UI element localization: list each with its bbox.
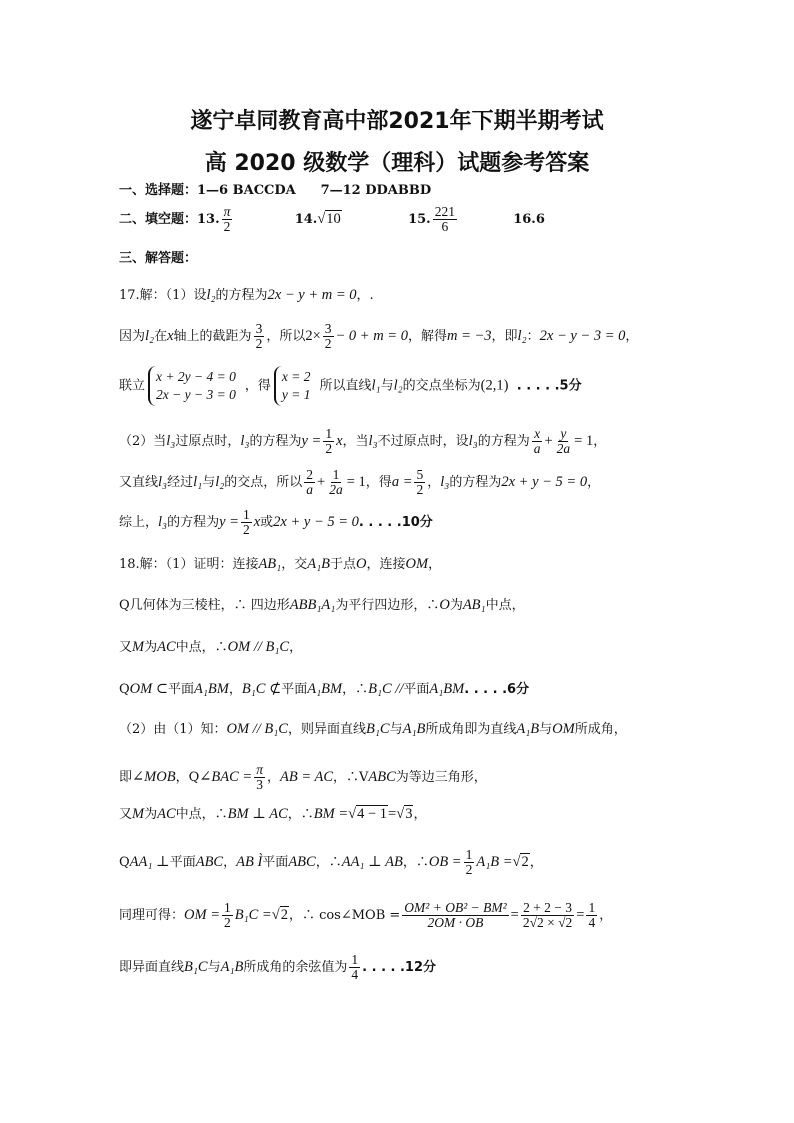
p17-line-1: 17.解：（1）设l₂的方程为2x − y + m = 0，. (119, 287, 374, 303)
p17-line-6: 综上，l₃的方程为y = $\frac{1}{2}$ x或2x + y − 5 = 0. . . . .10分 (119, 507, 433, 538)
section-solve (119, 252, 197, 265)
score-mark: . . . . .12分 (362, 960, 437, 976)
fraction: $\frac{2 + 2 - 3}{2√2 \times √2}$ (522, 900, 573, 931)
fraction: $\frac{1}{2}$ (223, 900, 231, 931)
fraction: $\frac{1}{2a}$ (329, 467, 343, 498)
p18-line-3: 又M为AC中点，∴OM // B₁C， (119, 639, 303, 655)
document-subtitle: 高 2020 级数学（理科）试题参考答案 (204, 151, 590, 176)
fraction: $\frac{1}{4}$ (351, 952, 359, 983)
p17-line-2: 因为l₂在x轴上的截距为 $\frac{3}{2}$ ，所以2× $\frac{3}{2}$ − 0 + m = 0，解得m = −3，即l₂：2x − y − 3 = 0， (119, 321, 639, 352)
sqrt-expr: √10 (317, 211, 341, 228)
fraction: $\frac{\pi}{3}$ (256, 762, 263, 793)
fraction: $\frac{221}{6}$ (434, 204, 455, 235)
p17-line-3: 联立 x + 2y − 4 = 0 2x − y − 3 = 0 ，得 x = 2 y = 1 所以直线l₁与l₂的交点坐标为(2,1) . . . . .5分 (119, 366, 582, 406)
section-lead: 二、填空题： (119, 212, 198, 228)
fraction: $\frac{1}{2}$ (465, 847, 473, 878)
equation-system: x = 2 y = 1 (274, 366, 317, 406)
fraction: $\frac{1}{4}$ (588, 900, 596, 931)
equation-system: x + 2y − 4 = 0 2x − y − 3 = 0 (148, 366, 242, 406)
answer-text: 7—12 DDABBD (320, 183, 432, 198)
fraction: $\frac{1}{2}$ (325, 426, 333, 457)
answer-text: 13. (197, 212, 220, 228)
fraction: $\frac{\pi}{2}$ (223, 204, 231, 235)
fraction: $\frac{1}{2}$ (242, 507, 250, 538)
p18-line-10: 即异面直线B₁C与A₁B所成角的余弦值为 $\frac{1}{4}$ . . . . .12分 (119, 952, 437, 983)
section-lead: 一、选择题： (119, 183, 198, 198)
p17-line-4: （2）当l₃过原点时，l₃的方程为y = $\frac{1}{2}$ x，当l₃不过原点时，设l₃的方程为 $\frac{x}{a}$ + $\frac{y}{2a}$ = 1， (119, 426, 607, 457)
p18-line-2: Q几何体为三棱柱，∴ 四边形ABB₁A₁为平行四边形，∴O为AB₁中点， (119, 597, 525, 613)
section-choice (119, 184, 431, 197)
section-fill (119, 205, 545, 234)
fraction: $\frac{\text{OM² + OB² − BM²}}{2OM \cdot OB}$ (404, 900, 507, 931)
answer-text: 14. (294, 212, 318, 228)
answer-text: 16.6 (513, 212, 545, 228)
section-lead: 三、解答题： (119, 251, 198, 266)
fraction: $\frac{x}{a}$ (533, 426, 541, 457)
answer-text: 1—6 BACCDA (197, 183, 296, 198)
score-mark: . . . . .5分 (516, 378, 582, 394)
p17-line-5: 又直线l₃经过l₁与l₂的交点，所以 $\frac{2}{a}$ + $\frac{1}{2a}$ = 1，得a = $\frac{5}{2}$ ，l₃的方程为2x + y − 5 = 0， (119, 467, 601, 498)
p18-line-9: 同理可得：OM = $\frac{1}{2}$ B₁C =√2，∴ cos∠MOB = $\frac{\text{OM² + OB² − BM²}}{2OM \cdot OB}$ = $\frac{2 + 2 - 3}{2√2 \times √2}$ = $\frac{1}{4}$ ， (119, 900, 613, 931)
answer-text: 15. (408, 212, 431, 228)
p18-line-1: 18.解：（1）证明：连接AB₁，交A₁B于点O，连接OM， (119, 556, 442, 572)
fraction: $\frac{5}{2}$ (416, 467, 424, 498)
fraction: $\frac{3}{2}$ (324, 321, 332, 352)
fraction: $\frac{3}{2}$ (255, 321, 263, 352)
fraction: $\frac{2}{a}$ (306, 467, 314, 498)
p18-line-8: QAA₁ ⊥平面ABC，AB Ì平面ABC，∴AA₁ ⊥ AB，∴OB = $\frac{1}{2}$ A₁B =√2， (119, 847, 543, 878)
p18-line-5: （2）由（1）知：OM // B₁C，则异面直线B₁C与A₁B所成角即为直线A₁B与OM所成角， (119, 721, 627, 737)
fraction: $\frac{y}{2a}$ (556, 426, 571, 457)
p18-line-4: QOM ⊂平面A₁BM，B₁C ⊄平面A₁BM，∴B₁C //平面A₁BM. . . . .6分 (119, 681, 530, 697)
score-mark: . . . . .10分 (358, 515, 433, 531)
document-title: 遂宁卓同教育高中部2021年下期半期考试 (190, 109, 604, 134)
score-mark: . . . . .6分 (464, 682, 530, 697)
p18-line-7: 又M为AC中点，∴BM ⊥ AC，∴BM =√4 − 1=√3， (119, 806, 427, 822)
p18-line-6: 即∠MOB，Q∠BAC = $\frac{\pi}{3}$ ，AB = AC，∴VABC为等边三角形， (119, 762, 487, 793)
